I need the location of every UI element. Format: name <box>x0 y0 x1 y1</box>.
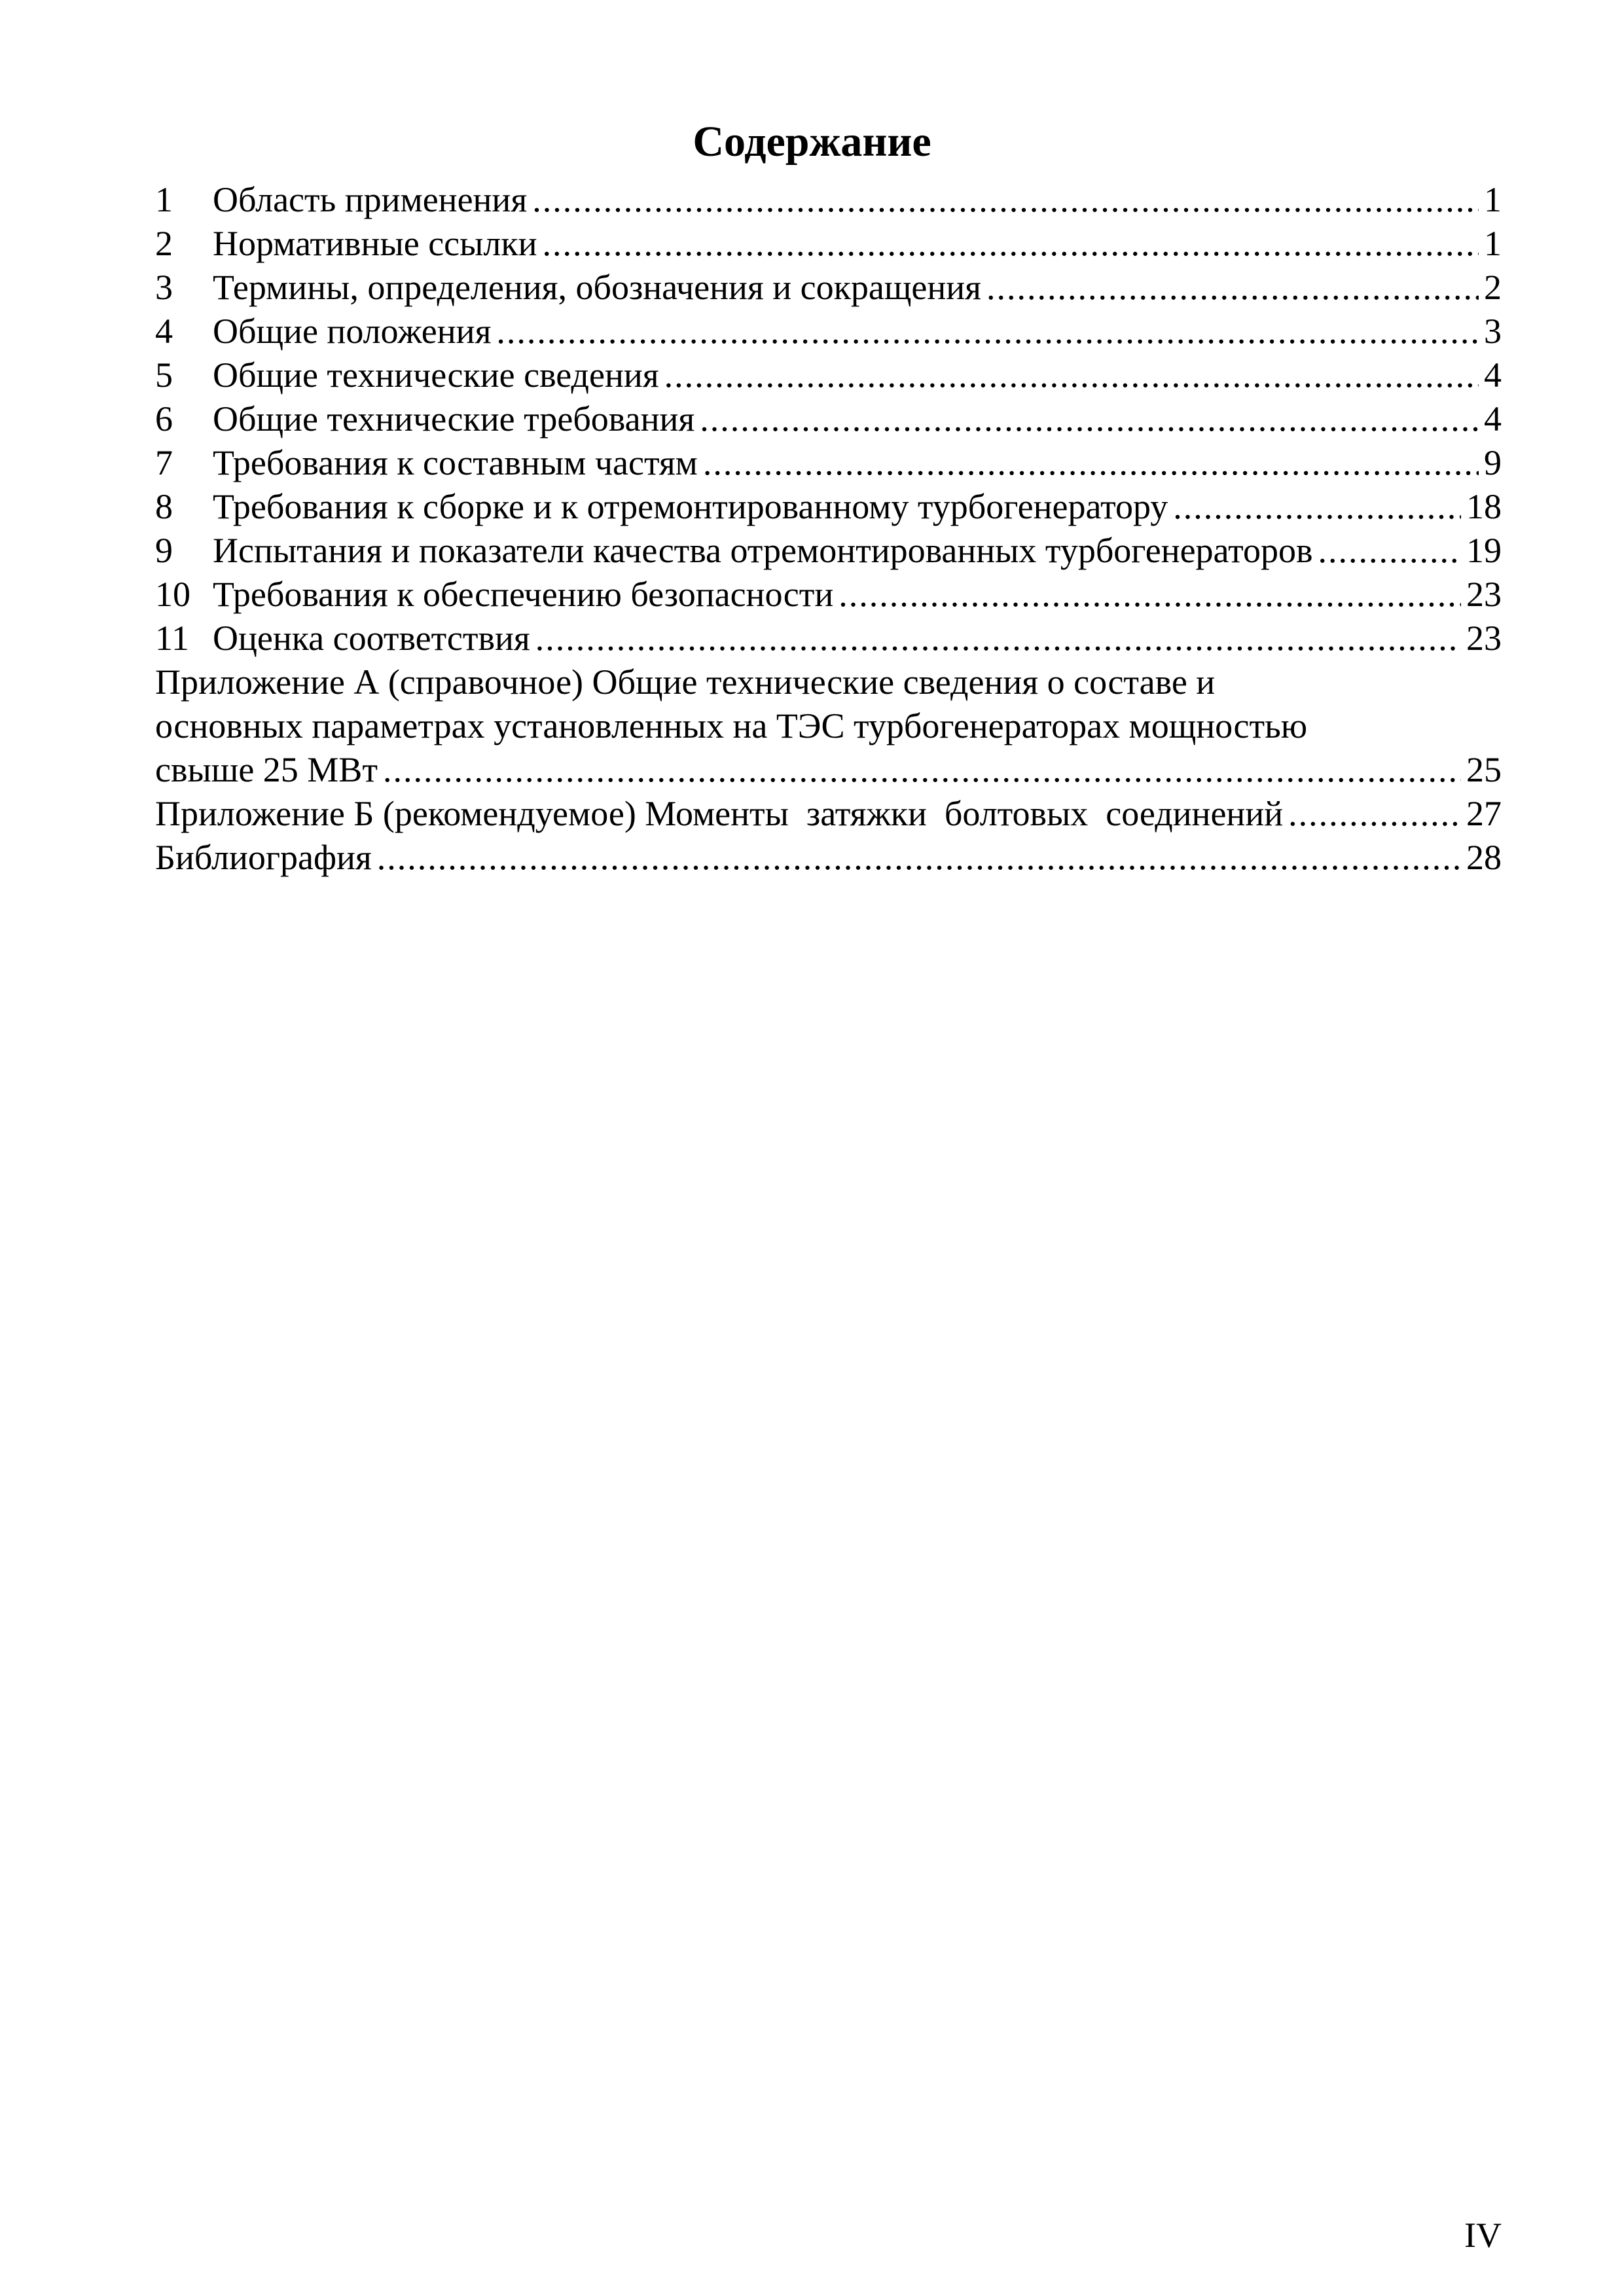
toc-entry <box>155 485 1502 529</box>
appendix-a-line-2: основных параметрах установленных на ТЭС турбогенераторах мощностью <box>155 706 1308 745</box>
appendix-b-entry <box>155 792 1502 836</box>
toc-entry-title: Термины, определения, обозначения и сокращения <box>213 268 981 307</box>
appendix-a-entry <box>155 748 1502 792</box>
toc-entry-number: 9 <box>155 531 173 570</box>
dot-leader <box>986 266 1479 310</box>
toc-entry-title: Область применения <box>213 180 528 219</box>
toc-entry-page: 19 <box>1466 531 1502 570</box>
dot-leader <box>496 310 1479 353</box>
toc-entry-number: 2 <box>155 224 173 263</box>
bibliography-title: Библиография <box>155 838 372 877</box>
toc-entry-page: 1 <box>1484 224 1502 263</box>
toc-entry-number: 5 <box>155 355 173 395</box>
toc-entry <box>155 178 1502 222</box>
toc-entry-page: 4 <box>1484 399 1502 439</box>
toc-entry-page: 9 <box>1484 443 1502 482</box>
toc-entry-title: Испытания и показатели качества отремонтированных турбогенераторов <box>213 531 1313 570</box>
dot-leader <box>839 573 1461 617</box>
toc-entry-number: 10 <box>155 575 190 614</box>
dot-leader <box>700 397 1479 441</box>
table-of-contents <box>155 178 1502 880</box>
appendix-a-line-3: свыше 25 МВт <box>155 750 378 789</box>
dot-leader <box>543 222 1479 266</box>
toc-entry-page: 28 <box>1466 838 1502 877</box>
toc-entry-title: Общие положения <box>213 312 492 351</box>
toc-entry <box>155 266 1502 310</box>
appendix-a-line-1: Приложение А (справочное) Общие технические сведения о составе и <box>155 662 1216 702</box>
toc-entry <box>155 397 1502 441</box>
toc-entry-page: 1 <box>1484 180 1502 219</box>
toc-entry <box>155 353 1502 397</box>
toc-entry-title: Требования к обеспечению безопасности <box>213 575 834 614</box>
toc-entry-page: 23 <box>1466 619 1502 658</box>
toc-entry-number: 7 <box>155 443 173 482</box>
toc-entry-title: Требования к сборке и к отремонтированному турбогенератору <box>213 487 1168 526</box>
toc-entry-page: 4 <box>1484 355 1502 395</box>
page-title: Содержание <box>693 118 931 166</box>
bibliography-entry <box>155 836 1502 880</box>
dot-leader <box>703 441 1479 485</box>
toc-entry-number: 4 <box>155 312 173 351</box>
toc-entry-page: 3 <box>1484 312 1502 351</box>
toc-entry <box>155 441 1502 485</box>
toc-entry-title: Требования к составным частям <box>213 443 698 482</box>
toc-entry <box>155 310 1502 353</box>
toc-entry-title: Оценка соответствия <box>213 619 530 658</box>
dot-leader <box>664 353 1479 397</box>
toc-entry-page: 27 <box>1466 794 1502 833</box>
page-number: IV <box>1464 2215 1502 2255</box>
dot-leader <box>383 748 1461 792</box>
dot-leader <box>1318 529 1461 573</box>
toc-entry-title: Общие технические сведения <box>213 355 659 395</box>
toc-entry-page: 25 <box>1466 750 1502 789</box>
toc-entry-number: 6 <box>155 399 173 439</box>
appendix-b-title: Приложение Б (рекомендуемое) Моменты затяжки болтовых соединений <box>155 794 1284 833</box>
dot-leader <box>377 836 1461 880</box>
toc-entry-page: 23 <box>1466 575 1502 614</box>
toc-entry-number: 3 <box>155 268 173 307</box>
toc-entry-number: 1 <box>155 180 173 219</box>
toc-entry <box>155 222 1502 266</box>
toc-entry-title: Общие технические требования <box>213 399 695 439</box>
dot-leader <box>1288 792 1461 836</box>
toc-entry-page: 18 <box>1466 487 1502 526</box>
toc-entry-title: Нормативные ссылки <box>213 224 537 263</box>
toc-entry <box>155 529 1502 573</box>
dot-leader <box>1173 485 1461 529</box>
toc-entry-number: 8 <box>155 487 173 526</box>
toc-entry-page: 2 <box>1484 268 1502 307</box>
dot-leader <box>535 617 1461 660</box>
dot-leader <box>532 178 1479 222</box>
toc-entry-number: 11 <box>155 619 189 658</box>
toc-entry <box>155 617 1502 660</box>
toc-entry <box>155 573 1502 617</box>
